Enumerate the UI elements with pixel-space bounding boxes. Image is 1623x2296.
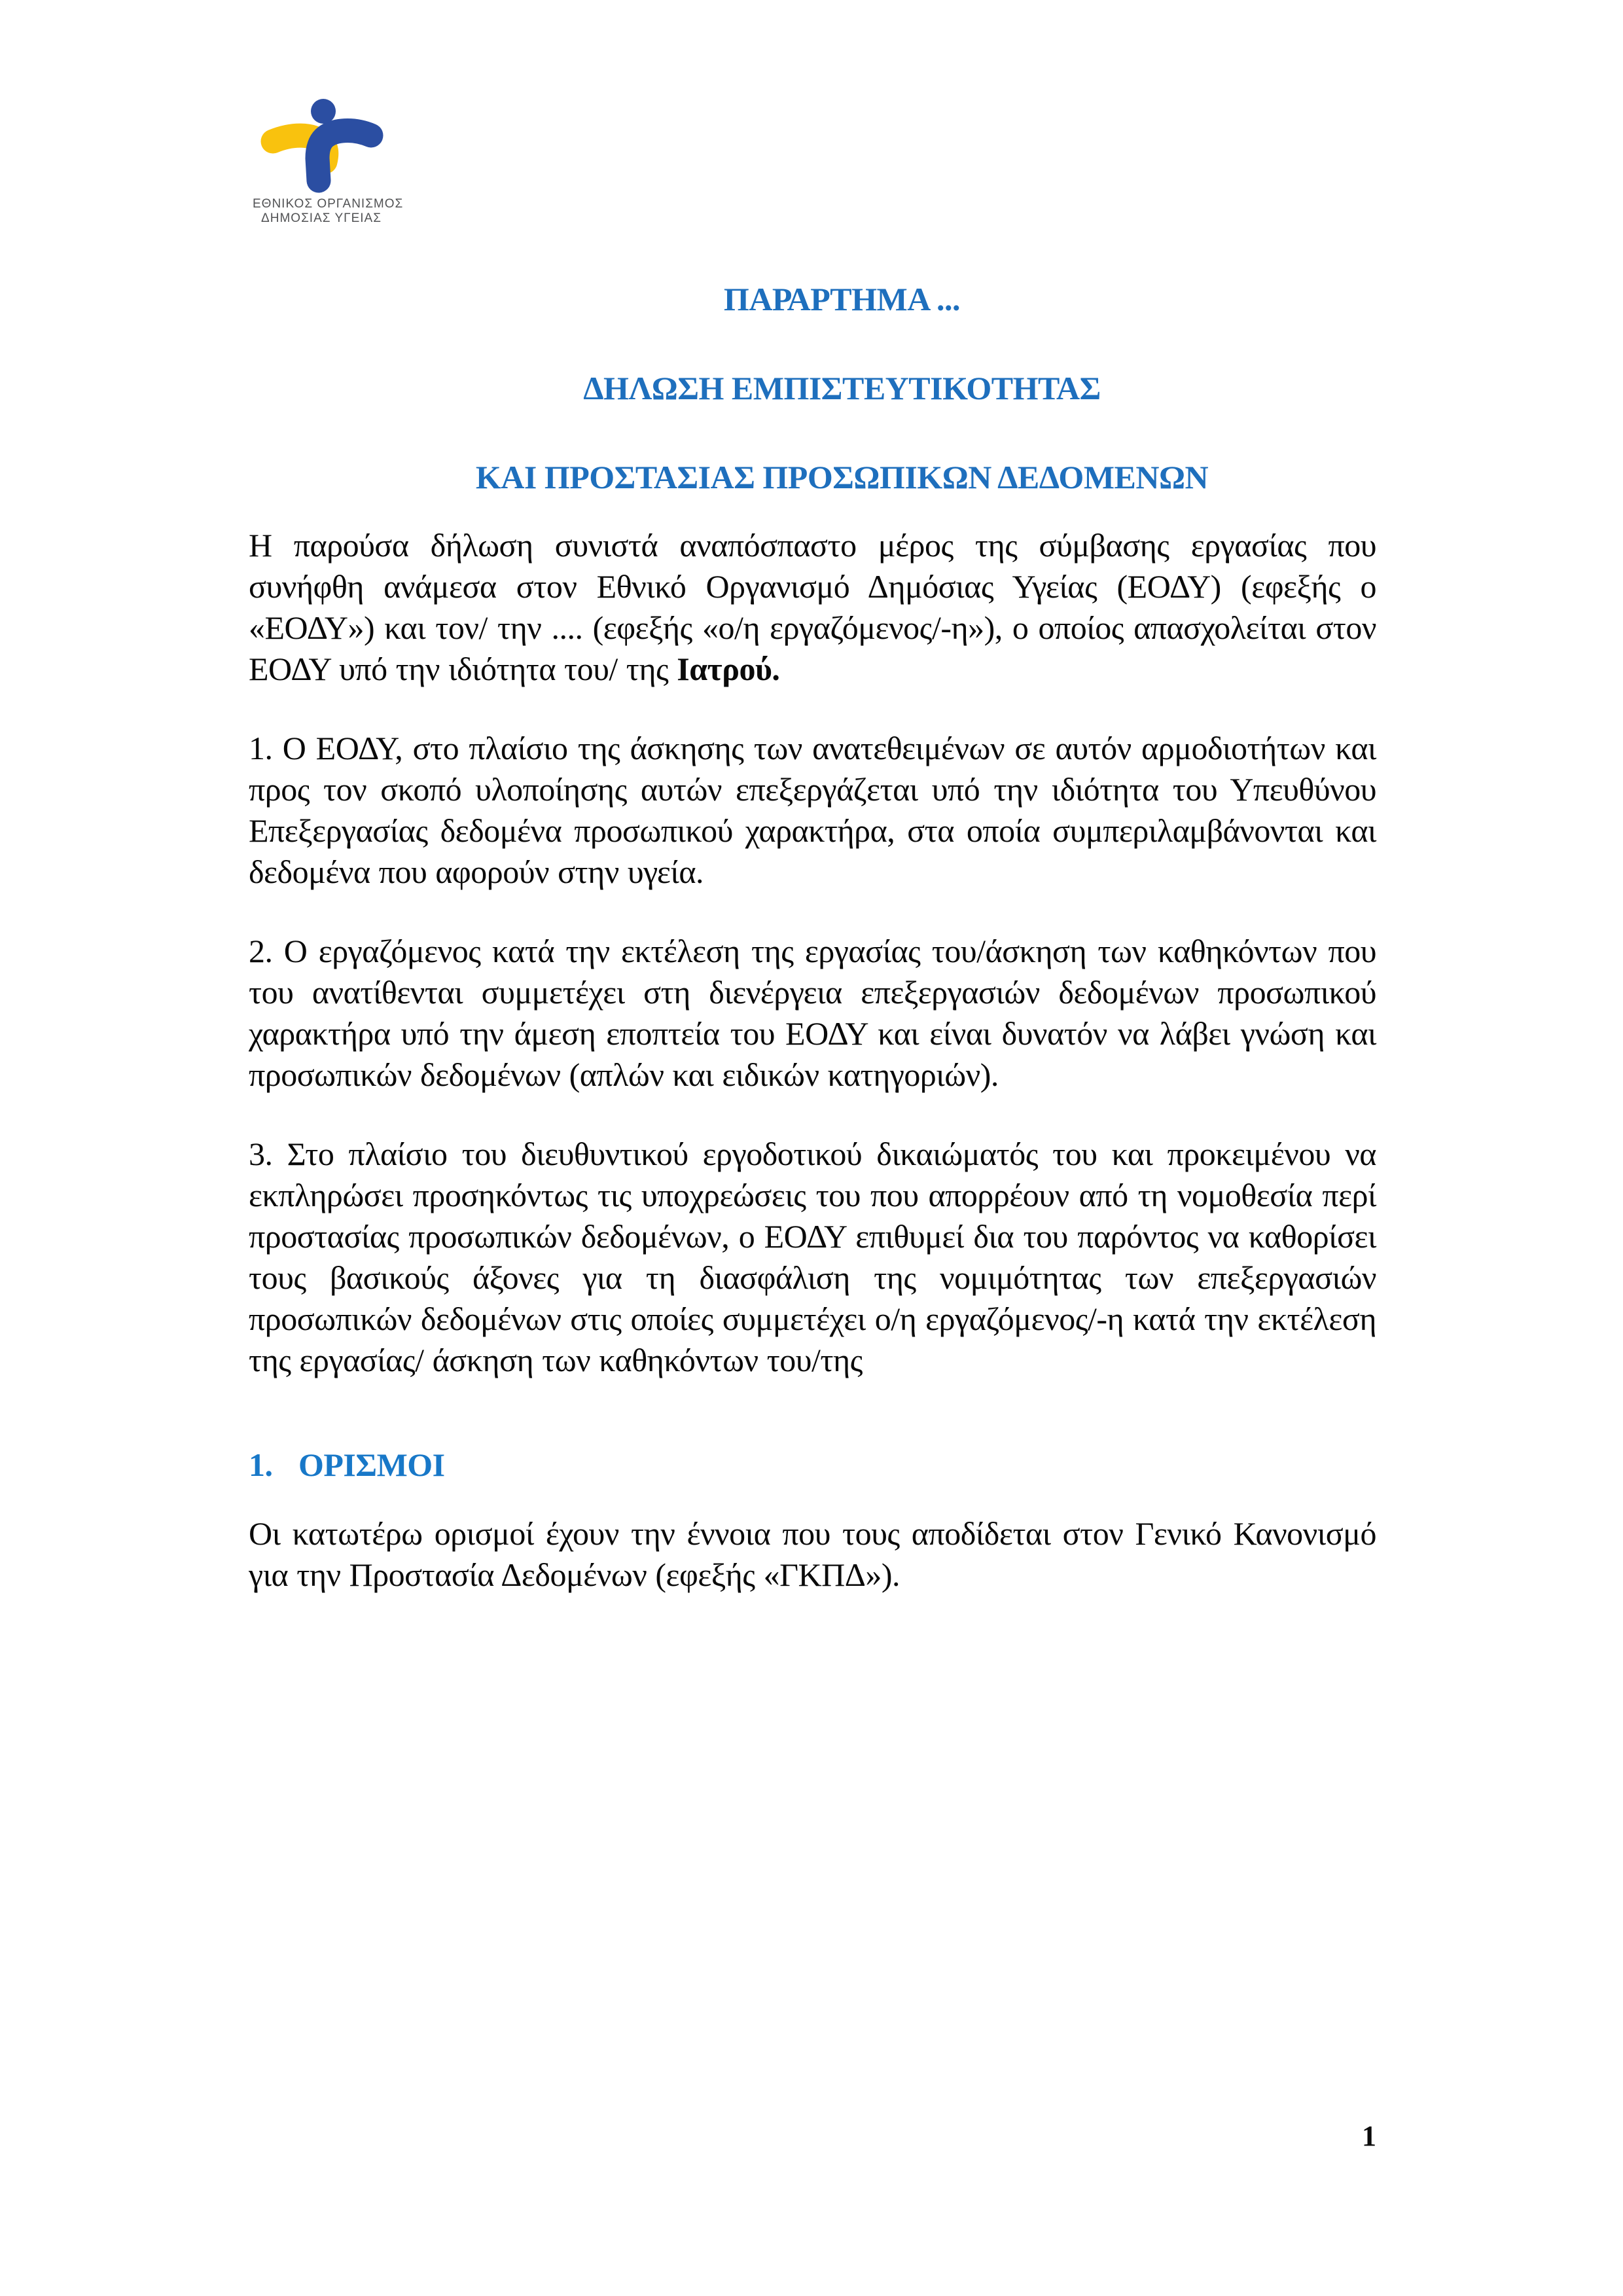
eody-logo	[253, 98, 404, 226]
document-title-line-1: ΔΗΛΩΣΗ ΕΜΠΙΣΤΕΥΤΙΚΟΤΗΤΑΣ	[583, 370, 1101, 406]
intro-text: Η παρούσα δήλωση συνιστά αναπόσπαστο μέρος της σύμβασης εργασίας που συνήφθη ανάμεσα στον Εθνικό Οργανισμό Δημόσιας Υγείας (ΕΟΔΥ) (εφεξής ο «ΕΟΔΥ») και τον/ την .... (εφεξής «ο/η εργαζόμενος/-η»), ο οποίος απασχολείται στον ΕΟΔΥ υπό την ιδιότητα του/ της	[249, 527, 1376, 687]
intro-paragraph	[249, 525, 1376, 690]
logo-caption-line-2: ΔΗΜΟΣΙΑΣ ΥΓΕΙΑΣ	[261, 211, 382, 225]
intro-bold-text: Ιατρού.	[677, 651, 780, 687]
page-footer	[1362, 2119, 1376, 2153]
eody-person-icon	[256, 98, 387, 193]
section-1-number: 1.	[249, 1446, 273, 1483]
logo-caption	[253, 197, 404, 226]
section-1-heading	[249, 1446, 1376, 1483]
page-number: 1	[1362, 2120, 1376, 2152]
annex-heading: ΠΑΡΑΡΤΗΜΑ ...	[723, 281, 961, 317]
logo-caption-line-1: ΕΘΝΙΚΟΣ ΟΡΓΑΝΙΣΜΟΣ	[253, 197, 404, 211]
clause-3-paragraph: 3. Στο πλαίσιο του διευθυντικού εργοδοτικού δικαιώματός του και προκειμένου να εκπληρώσει προσηκόντως τις υποχρεώσεις του που απορρέουν από τη νομοθεσία περί προστασίας προσωπικών δεδομένων, ο ΕΟΔΥ επιθυμεί δια του παρόντος να καθορίσει τους βασικούς άξονες για τη διασφάλιση της νομιμότητας των επεξεργασιών προσωπικών δεδομένων στις οποίες συμμετέχει ο/η εργαζόμενος/-η κατά την εκτέλεση της εργασίας/ άσκηση των καθηκόντων του/της	[249, 1136, 1376, 1378]
clause-1-paragraph: 1. Ο ΕΟΔΥ, στο πλαίσιο της άσκησης των ανατεθειμένων σε αυτόν αρμοδιοτήτων και προς τον σκοπό υλοποίησης αυτών επεξεργάζεται υπό την ιδιότητα του Υπευθύνου Επεξεργασίας δεδομένα προσωπικού χαρακτήρα, στα οποία συμπεριλαμβάνονται και δεδομένα που αφορούν στην υγεία.	[249, 730, 1376, 890]
clause-2-paragraph: 2. Ο εργαζόμενος κατά την εκτέλεση της εργασίας του/άσκηση των καθηκόντων που του ανατίθενται συμμετέχει στη διενέργεια επεξεργασιών δεδομένων προσωπικού χαρακτήρα υπό την άμεση εποπτεία του ΕΟΔΥ και είναι δυνατόν να λάβει γνώση και προσωπικών δεδομένων (απλών και ειδικών κατηγοριών).	[249, 933, 1376, 1093]
section-1-body: Οι κατωτέρω ορισμοί έχουν την έννοια που τους αποδίδεται στον Γενικό Κανονισμό για την Προστασία Δεδομένων (εφεξής «ΓΚΠΔ»).	[249, 1515, 1376, 1593]
document-title-line-2: ΚΑΙ ΠΡΟΣΤΑΣΙΑΣ ΠΡΟΣΩΠΙΚΩΝ ΔΕΔΟΜΕΝΩΝ	[475, 459, 1209, 495]
section-1-title: ΟΡΙΣΜΟΙ	[298, 1446, 445, 1483]
